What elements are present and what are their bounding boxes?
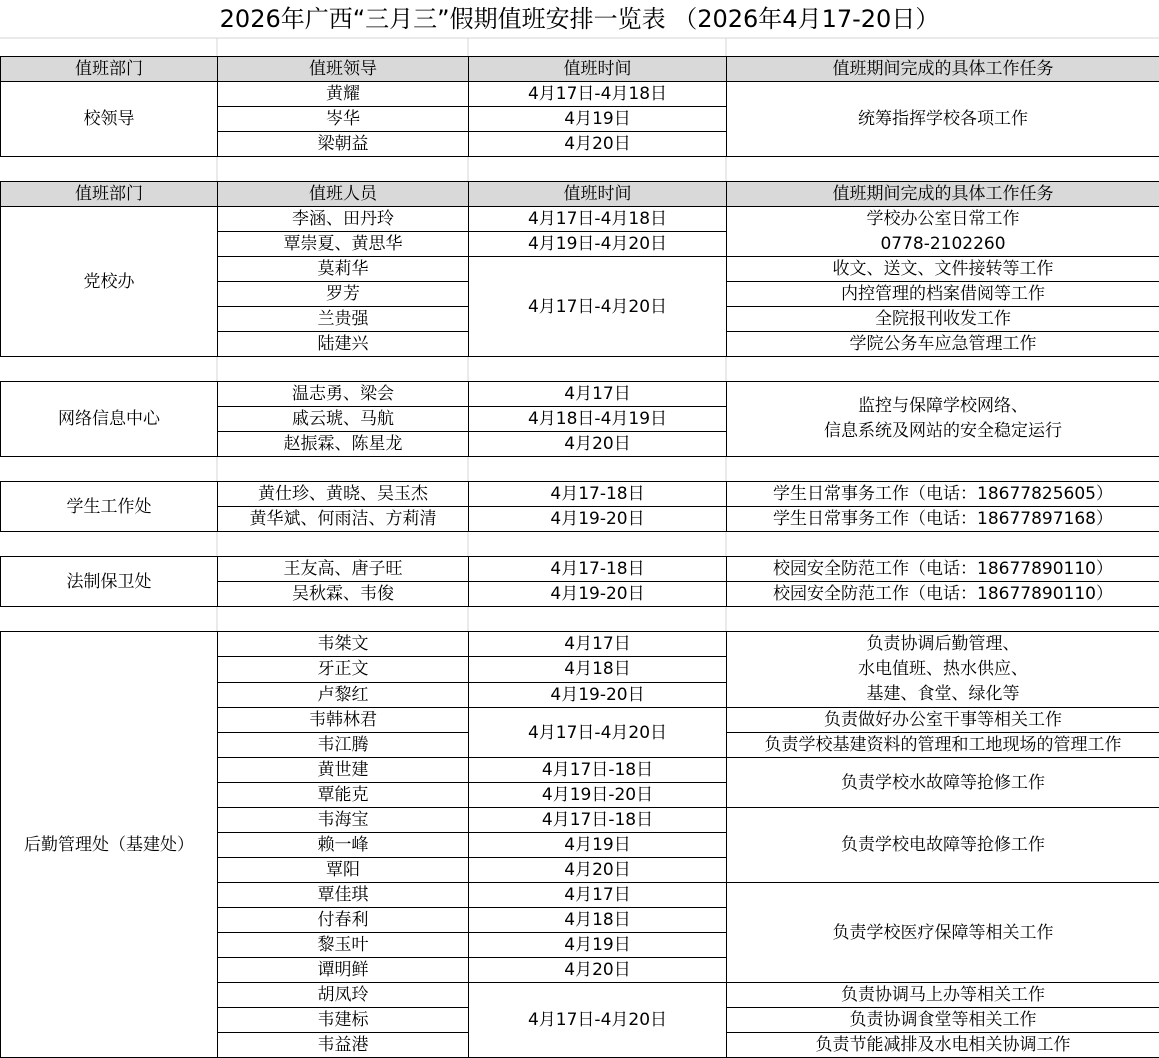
time-cell: 4月17日-4月20日 [469,983,727,1058]
time-cell: 4月17日-4月20日 [469,257,727,357]
name-cell: 莫莉华 [218,257,469,282]
task-cell: 内控管理的档案借阅等工作 [727,282,1159,307]
name-cell: 黄华斌、何雨洁、方莉清 [218,507,469,532]
time-cell: 4月19-20日 [469,682,727,707]
time-cell: 4月19-20日 [469,507,727,532]
name-cell: 温志勇、梁会 [218,382,469,407]
time-cell: 4月19日-4月20日 [469,232,727,257]
column-header: 值班时间 [469,182,727,207]
table-row [1,207,1159,232]
task-cell: 学生日常事务工作（电话：18677897168） [727,507,1159,532]
task-cell: 负责学校电故障等抢修工作 [727,808,1159,883]
time-cell: 4月18日 [469,657,727,682]
task-cell: 学校办公室日常工作 [727,207,1159,232]
task-cell: 负责协调马上办等相关工作 [727,983,1159,1008]
column-header: 值班部门 [1,182,218,207]
name-cell: 谭明鲜 [218,958,469,983]
name-cell: 吴秋霖、韦俊 [218,582,469,607]
name-cell: 戚云琥、马航 [218,407,469,432]
task-cell: 学院公务车应急管理工作 [727,332,1159,357]
task-cell: 负责协调食堂等相关工作 [727,1008,1159,1033]
student-affairs-table [0,481,1159,532]
time-cell: 4月17日 [469,382,727,407]
task-cell [727,632,1159,708]
task-cell: 学生日常事务工作（电话：18677825605） [727,482,1159,507]
time-cell: 4月20日 [469,432,727,457]
time-cell: 4月17日-4月20日 [469,708,727,758]
name-cell: 付春利 [218,908,469,933]
task-cell: 负责学校基建资料的管理和工地现场的管理工作 [727,733,1159,758]
time-cell: 4月17日 [469,883,727,908]
table-row [1,382,1159,407]
task-line: 基建、食堂、绿化等 [727,682,1159,707]
name-cell: 陆建兴 [218,332,469,357]
time-cell: 4月19-20日 [469,582,727,607]
name-cell: 牙正文 [218,657,469,682]
name-cell: 韦海宝 [218,808,469,833]
party-office-table [0,181,1159,357]
time-cell: 4月18日 [469,908,727,933]
name-cell: 王友高、唐子旺 [218,557,469,582]
task-cell: 校园安全防范工作（电话：18677890110） [727,557,1159,582]
department-cell: 后勤管理处（基建处） [1,632,218,1058]
logistics-table [0,631,1159,1058]
time-cell: 4月17日-18日 [469,758,727,783]
name-cell: 覃佳琪 [218,883,469,908]
column-header: 值班人员 [218,182,469,207]
name-cell: 韦建标 [218,1008,469,1033]
time-cell: 4月20日 [469,858,727,883]
time-cell: 4月18日-4月19日 [469,407,727,432]
table-row [1,632,1159,657]
leaders-table [0,56,1159,157]
column-header: 值班期间完成的具体工作任务 [727,182,1159,207]
time-cell: 4月17-18日 [469,482,727,507]
table-row [1,482,1159,507]
department-cell: 党校办 [1,207,218,357]
column-header: 值班部门 [1,57,218,82]
time-cell: 4月17日-4月18日 [469,82,727,107]
name-cell: 韦江腾 [218,733,469,758]
column-header: 值班时间 [469,57,727,82]
name-cell: 李涵、田丹玲 [218,207,469,232]
table-row [1,557,1159,582]
security-table [0,556,1159,607]
task-line: 信息系统及网站的安全稳定运行 [727,419,1159,444]
name-cell: 韦益港 [218,1033,469,1058]
time-cell: 4月19日-20日 [469,783,727,808]
name-cell: 黄耀 [218,82,469,107]
time-cell: 4月17-18日 [469,557,727,582]
task-line: 水电值班、热水供应、 [727,657,1159,682]
column-header: 值班期间完成的具体工作任务 [727,57,1159,82]
department-cell: 网络信息中心 [1,382,218,457]
name-cell: 覃阳 [218,858,469,883]
page-title: 2026年广西“三月三”假期值班安排一览表 （2026年4月17-20日） [0,0,1159,38]
name-cell: 赖一峰 [218,833,469,858]
department-cell: 学生工作处 [1,482,218,532]
name-cell: 罗芳 [218,282,469,307]
time-cell: 4月17日 [469,632,727,657]
task-cell [727,382,1159,457]
name-cell: 黄仕珍、黄晓、吴玉杰 [218,482,469,507]
task-cell: 统筹指挥学校各项工作 [727,82,1159,157]
task-line: 监控与保障学校网络、 [727,394,1159,419]
task-cell: 负责做好办公室干事等相关工作 [727,708,1159,733]
header-row [1,182,1159,207]
time-cell: 4月20日 [469,132,727,157]
task-cell: 负责节能减排及水电相关协调工作 [727,1033,1159,1058]
name-cell: 胡凤玲 [218,983,469,1008]
phone-cell: 0778-2102260 [727,232,1159,257]
header-row [1,57,1159,82]
task-cell: 收文、送文、文件接转等工作 [727,257,1159,282]
task-cell: 全院报刊收发工作 [727,307,1159,332]
time-cell: 4月20日 [469,958,727,983]
network-center-table [0,381,1159,457]
department-cell: 法制保卫处 [1,557,218,607]
name-cell: 韦桀文 [218,632,469,657]
name-cell: 岑华 [218,107,469,132]
name-cell: 赵振霖、陈星龙 [218,432,469,457]
name-cell: 兰贵强 [218,307,469,332]
department-cell: 校领导 [1,82,218,157]
time-cell: 4月19日 [469,107,727,132]
column-header: 值班领导 [218,57,469,82]
name-cell: 卢黎红 [218,682,469,707]
name-cell: 韦韩林君 [218,708,469,733]
task-cell: 负责学校医疗保障等相关工作 [727,883,1159,983]
task-line: 负责协调后勤管理、 [727,632,1159,657]
name-cell: 覃能克 [218,783,469,808]
task-cell: 负责学校水故障等抢修工作 [727,758,1159,808]
time-cell: 4月17日-18日 [469,808,727,833]
time-cell: 4月19日 [469,933,727,958]
time-cell: 4月17日-4月18日 [469,207,727,232]
name-cell: 黄世建 [218,758,469,783]
time-cell: 4月19日 [469,833,727,858]
task-cell: 校园安全防范工作（电话：18677890110） [727,582,1159,607]
name-cell: 覃崇夏、黄思华 [218,232,469,257]
name-cell: 黎玉叶 [218,933,469,958]
table-row [1,82,1159,107]
name-cell: 梁朝益 [218,132,469,157]
